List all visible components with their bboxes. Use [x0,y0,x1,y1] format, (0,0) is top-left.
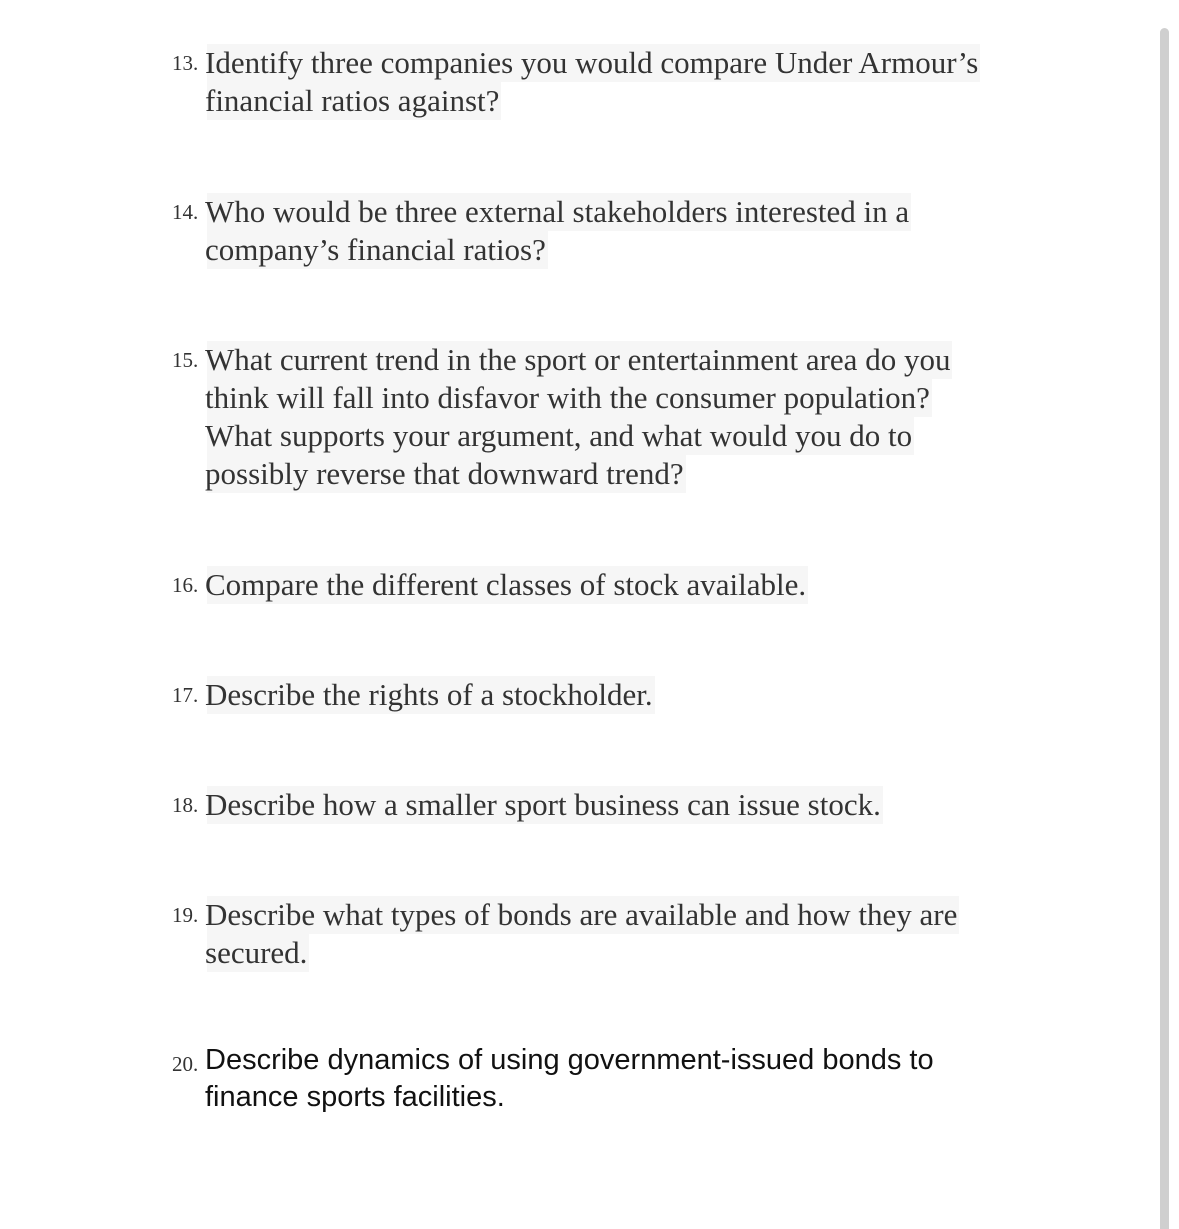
question-line: company’s financial ratios? [205,232,546,267]
question-20 [172,1042,1052,1116]
question-16 [172,566,1052,604]
question-number: 19. [172,903,199,927]
question-text [207,786,1052,824]
question-number: 16. [172,573,199,597]
question-number: 13. [172,51,199,75]
question-number: 20. [172,1052,199,1076]
question-text [207,566,1052,604]
question-line: What current trend in the sport or entertainment area do you [205,342,951,377]
question-text [207,193,1052,269]
question-17 [172,676,1052,714]
question-line: Describe what types of bonds are available and how they are [205,897,958,932]
question-number: 17. [172,683,199,707]
question-line: What supports your argument, and what would you do to [205,418,913,453]
question-line: finance sports facilities. [205,1081,505,1113]
question-line: Describe the rights of a stockholder. [205,677,653,712]
question-number: 14. [172,200,199,224]
question-line: think will fall into disfavor with the consumer population? [205,380,930,415]
question-line: Compare the different classes of stock available. [205,567,807,602]
question-line: Who would be three external stakeholders interested in a [205,194,910,229]
question-19 [172,896,1052,972]
question-number: 18. [172,793,199,817]
question-line: Describe how a smaller sport business can issue stock. [205,787,881,822]
question-line: Identify three companies you would compare Under Armour’s [205,45,979,80]
question-text [207,676,1052,714]
question-line: financial ratios against? [205,83,500,118]
question-text [207,1042,1052,1116]
vertical-scrollbar[interactable] [1160,28,1169,1229]
question-text [207,341,1052,493]
question-text [207,896,1052,972]
question-18 [172,786,1052,824]
question-line: Describe dynamics of using government-issued bonds to [205,1044,934,1076]
question-number: 15. [172,348,199,372]
question-14 [172,193,1052,269]
question-line: secured. [205,935,308,970]
question-13 [172,44,1052,120]
question-text [207,44,1052,120]
question-line: possibly reverse that downward trend? [205,456,684,491]
question-15 [172,341,1052,493]
